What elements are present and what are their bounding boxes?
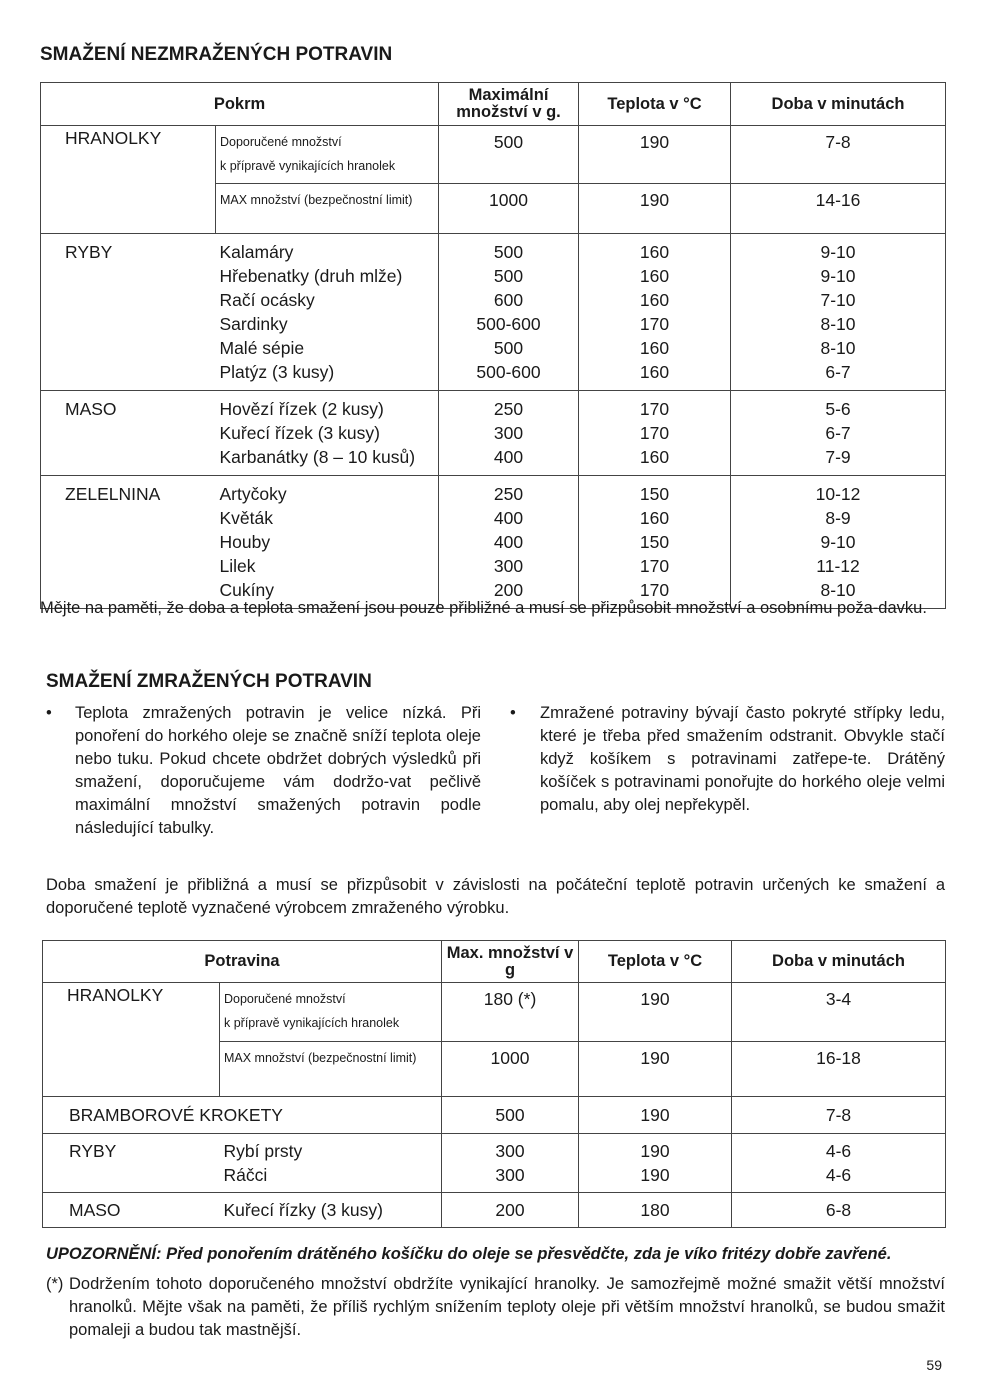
category-label: HRANOLKY xyxy=(65,128,162,148)
temp-value: 150 xyxy=(639,532,670,552)
temp-value: 190 xyxy=(640,1105,670,1125)
temp-value: 190 xyxy=(640,1048,670,1068)
value-cell xyxy=(439,234,579,391)
qty-value: 1000 xyxy=(490,1048,530,1068)
table-row xyxy=(41,234,946,391)
table-row xyxy=(41,391,946,476)
temp-value: 190 xyxy=(640,989,670,1009)
time-value: 7-8 xyxy=(825,132,851,152)
time-value: 8-9 xyxy=(825,508,851,528)
value-cell xyxy=(442,1097,579,1134)
value-cell xyxy=(732,983,946,1042)
qty-value: 500-600 xyxy=(476,314,541,334)
time-value: 16-18 xyxy=(816,1048,861,1068)
category-cell xyxy=(41,234,216,391)
table-row xyxy=(41,126,946,184)
value-cell xyxy=(442,1193,579,1228)
item-label: Sardinky xyxy=(219,314,288,334)
temp-value: 160 xyxy=(639,508,670,528)
category-cell xyxy=(41,126,216,234)
value-cell xyxy=(579,1097,732,1134)
time-value: 9-10 xyxy=(820,266,856,286)
qty-value: 300 xyxy=(493,556,524,576)
time-value: 9-10 xyxy=(820,532,856,552)
table-row xyxy=(41,476,946,609)
item-label: MAX množství (bezpečnostní limit) xyxy=(220,193,413,207)
item-cell xyxy=(220,1193,442,1228)
value-cell xyxy=(439,126,579,184)
column-header: Maximální množství v g. xyxy=(439,83,579,126)
temp-value: 180 xyxy=(640,1200,670,1220)
time-value: 6-7 xyxy=(825,362,851,382)
temp-value: 170 xyxy=(639,423,670,443)
category-label: MASO xyxy=(69,1200,121,1220)
qty-value: 500 xyxy=(493,132,524,152)
value-cell xyxy=(439,391,579,476)
value-cell xyxy=(731,391,946,476)
column-header: Teplota v °C xyxy=(579,83,731,126)
category-cell xyxy=(43,983,220,1097)
temp-value: 190 xyxy=(639,132,670,152)
category-label: BRAMBOROVÉ KROKETY xyxy=(69,1105,283,1125)
footnote: Dodržením tohoto doporučeného množství obdržíte vynikající hranolky. Je samozřejmě možné smažit větší množství hranolků. Mějte však na paměti, že příliš rychlým snížením teploty oleje při větším množství hranolků, se budou smažit pomaleji a budou tak mastnější. xyxy=(69,1275,945,1339)
temp-value: 190 xyxy=(639,190,670,210)
value-cell xyxy=(579,476,731,609)
time-value: 7-9 xyxy=(825,447,851,467)
temp-value: 160 xyxy=(639,338,670,358)
value-cell xyxy=(731,234,946,391)
item-cell xyxy=(216,234,439,391)
qty-value: 250 xyxy=(493,399,524,419)
category-label: RYBY xyxy=(69,1141,117,1161)
time-value: 6-8 xyxy=(825,1200,852,1220)
item-label: Hřebenatky (druh mlže) xyxy=(219,266,403,286)
time-value: 7-10 xyxy=(820,290,856,310)
qty-value: 500 xyxy=(493,266,524,286)
qty-value: 500 xyxy=(495,1105,525,1125)
time-value: 8-10 xyxy=(820,338,856,358)
time-value: 14-16 xyxy=(815,190,861,210)
item-label: Hovězí řízek (2 kusy) xyxy=(219,399,384,419)
category-label: ZELELNINA xyxy=(65,484,161,504)
qty-value: 600 xyxy=(493,290,524,310)
section-title-fresh: SMAŽENÍ NEZMRAŽENÝCH POTRAVIN xyxy=(40,44,393,65)
frozen-food-table xyxy=(42,940,946,1228)
qty-value: 250 xyxy=(493,484,524,504)
column-header: Pokrm xyxy=(41,83,439,126)
value-cell xyxy=(732,1193,946,1228)
table-row xyxy=(43,983,946,1042)
value-cell xyxy=(442,1042,579,1097)
category-cell xyxy=(43,1134,220,1193)
table-row xyxy=(43,1097,946,1134)
temp-value: 170 xyxy=(639,556,670,576)
item-cell xyxy=(220,1134,442,1193)
item-label: Doporučené množství xyxy=(224,992,346,1006)
value-cell xyxy=(579,983,732,1042)
item-cell xyxy=(220,983,442,1042)
column-header: Potravina xyxy=(43,941,442,983)
footnote-mark: (*) xyxy=(46,1275,64,1293)
qty-value: 300 xyxy=(495,1141,525,1161)
temp-value: 160 xyxy=(639,290,670,310)
time-value: 4-6 xyxy=(825,1165,852,1185)
bullet-symbol: • xyxy=(46,704,52,722)
value-cell xyxy=(732,1134,946,1193)
item-label: k přípravě vynikajících hranolek xyxy=(224,1016,400,1030)
value-cell xyxy=(579,1193,732,1228)
qty-value: 500 xyxy=(493,242,524,262)
item-label: Houby xyxy=(219,532,271,552)
qty-value: 1000 xyxy=(489,190,528,210)
time-value: 8-10 xyxy=(820,314,856,334)
qty-value: 300 xyxy=(493,423,524,443)
value-cell xyxy=(732,1097,946,1134)
value-cell xyxy=(731,476,946,609)
time-value: 5-6 xyxy=(825,399,851,419)
value-cell xyxy=(579,184,731,234)
item-label: Račí ocásky xyxy=(219,290,315,310)
qty-value: 180 (*) xyxy=(483,989,537,1009)
item-label: Doporučené množství xyxy=(220,135,342,149)
table-row xyxy=(43,1134,946,1193)
value-cell xyxy=(579,1134,732,1193)
item-label: Malé sépie xyxy=(219,338,305,358)
temp-value: 190 xyxy=(640,1165,670,1185)
value-cell xyxy=(439,476,579,609)
temp-value: 170 xyxy=(639,314,670,334)
category-label: MASO xyxy=(65,399,117,419)
bullet-left: Teplota zmražených potravin je velice nízká. Při ponoření do horkého oleje se značně sníží teplota oleje nebo tuku. Pokud chcete obdržet dobrých výsledků při smažení, doporučujeme vám dodržo-vat pečlivě maximální množství smažených potravin podle následující tabulky. xyxy=(75,704,481,837)
temp-value: 170 xyxy=(639,580,670,600)
qty-value: 400 xyxy=(493,447,524,467)
note-fresh: Mějte na paměti, že doba a teplota smažení jsou pouze přibližné a musí se přizpůsobit množství a osobnímu poža-davku. xyxy=(40,599,927,617)
qty-value: 200 xyxy=(493,580,524,600)
time-value: 10-12 xyxy=(815,484,861,504)
item-cell xyxy=(216,184,439,234)
intro-frozen: Doba smažení je přibližná a musí se přizpůsobit v závislosti na počáteční teplotě potravin určených ke smažení a doporučené teplotě vyznačené výrobcem zmraženého výrobku. xyxy=(46,876,945,917)
category-cell xyxy=(43,1097,442,1134)
page-number: 59 xyxy=(926,1357,942,1373)
item-label: k přípravě vynikajících hranolek xyxy=(220,159,396,173)
value-cell xyxy=(579,234,731,391)
value-cell xyxy=(579,1042,732,1097)
value-cell xyxy=(579,126,731,184)
item-label: Ráčci xyxy=(223,1165,268,1185)
item-label: Kalamáry xyxy=(219,242,294,262)
item-label: Květák xyxy=(219,508,273,528)
qty-value: 400 xyxy=(493,508,524,528)
time-value: 7-8 xyxy=(825,1105,852,1125)
qty-value: 500 xyxy=(493,338,524,358)
qty-value: 500-600 xyxy=(476,362,541,382)
column-header: Doba v minutách xyxy=(731,83,946,126)
item-label: Cukíny xyxy=(219,580,274,600)
value-cell xyxy=(732,1042,946,1097)
time-value: 9-10 xyxy=(820,242,856,262)
qty-value: 200 xyxy=(495,1200,525,1220)
header-row xyxy=(43,941,946,983)
category-cell xyxy=(41,476,216,609)
warning: UPOZORNĚNÍ: Před ponořením drátěného košíčku do oleje se přesvědčte, zda je víko fritézy dobře zavřené. xyxy=(46,1245,892,1263)
time-value: 3-4 xyxy=(825,989,852,1009)
item-cell xyxy=(216,476,439,609)
column-header: Max. množství v g xyxy=(442,941,579,983)
value-cell xyxy=(439,184,579,234)
item-cell xyxy=(216,126,439,184)
item-label: Karbanátky (8 – 10 kusů) xyxy=(219,447,416,467)
item-label: Lilek xyxy=(219,556,256,576)
temp-value: 170 xyxy=(639,399,670,419)
item-cell xyxy=(220,1042,442,1097)
section-title-frozen: SMAŽENÍ ZMRAŽENÝCH POTRAVIN xyxy=(46,671,372,692)
time-value: 6-7 xyxy=(825,423,851,443)
item-label: Rybí prsty xyxy=(223,1141,303,1161)
column-header: Teplota v °C xyxy=(579,941,732,983)
item-cell xyxy=(216,391,439,476)
item-label: Kuřecí řízky (3 kusy) xyxy=(223,1200,383,1220)
table-row xyxy=(43,1193,946,1228)
temp-value: 190 xyxy=(640,1141,670,1161)
item-label: Artyčoky xyxy=(219,484,287,504)
category-label: HRANOLKY xyxy=(67,985,164,1005)
value-cell xyxy=(442,1134,579,1193)
temp-value: 160 xyxy=(639,242,670,262)
qty-value: 300 xyxy=(495,1165,525,1185)
value-cell xyxy=(731,184,946,234)
value-cell xyxy=(442,983,579,1042)
time-value: 4-6 xyxy=(825,1141,852,1161)
temp-value: 160 xyxy=(639,447,670,467)
temp-value: 150 xyxy=(639,484,670,504)
header-row xyxy=(41,83,946,126)
value-cell xyxy=(731,126,946,184)
item-label: Platýz (3 kusy) xyxy=(219,362,335,382)
value-cell xyxy=(579,391,731,476)
category-label: RYBY xyxy=(65,242,113,262)
temp-value: 160 xyxy=(639,266,670,286)
bullet-symbol: • xyxy=(510,704,516,722)
item-label: Kuřecí řízek (3 kusy) xyxy=(219,423,380,443)
bullet-right: Zmražené potraviny bývají často pokryté střípky ledu, které je třeba před smažením odstranit. Obvykle stačí když košíkem s potravinami zatřepe-te. Drátěný košíček s potravinami ponořujte do horkého oleje velmi pomalu, aby olej nepřekypěl. xyxy=(540,704,945,814)
time-value: 11-12 xyxy=(816,556,860,576)
time-value: 8-10 xyxy=(820,580,856,600)
category-cell xyxy=(43,1193,220,1228)
category-cell xyxy=(41,391,216,476)
temp-value: 160 xyxy=(639,362,670,382)
qty-value: 400 xyxy=(493,532,524,552)
column-header: Doba v minutách xyxy=(732,941,946,983)
fresh-food-table xyxy=(40,82,946,609)
item-label: MAX množství (bezpečnostní limit) xyxy=(224,1051,417,1065)
